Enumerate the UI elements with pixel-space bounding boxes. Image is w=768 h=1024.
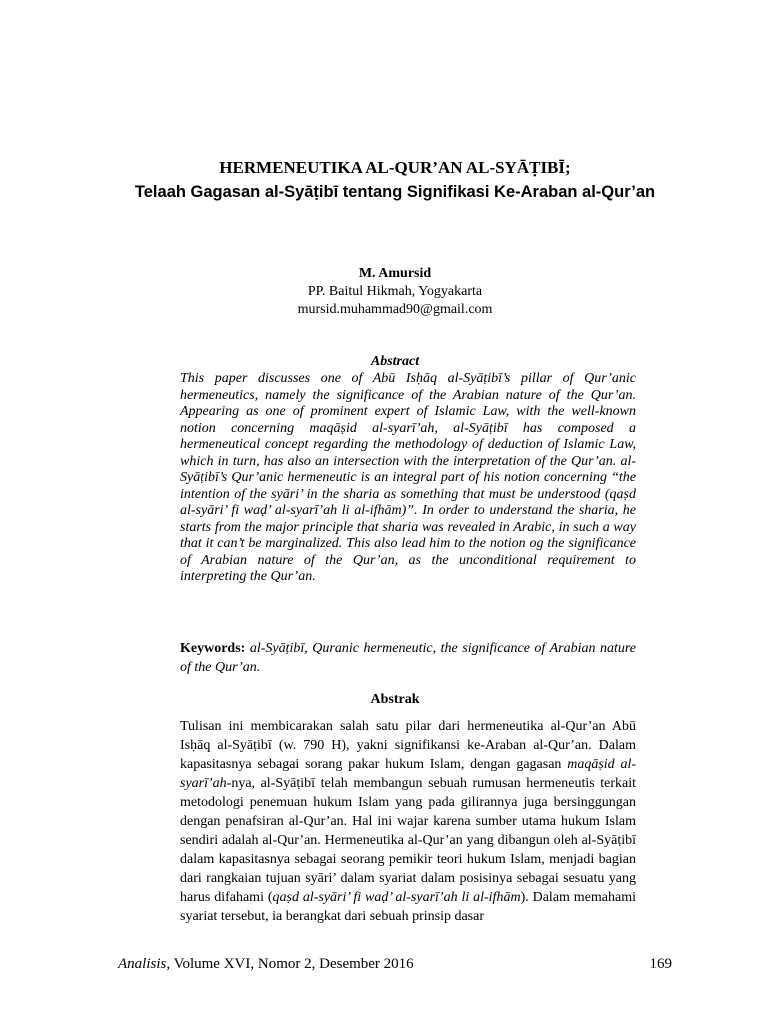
author-email: mursid.muhammad90@gmail.com bbox=[297, 302, 493, 317]
article-subtitle: Telaah Gagasan al-Syāṭibī tentang Signifikasi Ke-Araban al-Qur’an bbox=[134, 183, 656, 201]
article-title-block bbox=[110, 156, 680, 204]
abstract-text: This paper discusses one of Abū Isḥāq al-Syāṭibī’s pillar of Qur’anic hermeneutics, namely the significance of the Arabian nature of the Qur’an. Appearing as one of prominent expert of Islamic Law, with the well-known notion concerning maqāṣid al-syarī’ah, al-Syāṭibī has composed a hermeneutical concept regarding the methodology of deduction of Islamic Law, which in turn, has also an intersection with the interpretation of the Qur’an. al-Syāṭibī’s Qur’anic hermeneutic is an integral part of his notion concerning “the intention of the syāri’ in the sharia as something that must be understood (qaṣd al-syāri’ fi waḍ’ al-syarī’ah li al-ifhām)”. In order to understand the sharia, he starts from the major principle that sharia was revealed in Arabic, in such a way that it can’t be marginalized. This also lead him to the notion og the significance of Arabian nature of the Qur’an, as the unconditional requirement to interpreting the Qur’an. bbox=[180, 371, 636, 584]
abstrak-part-2: -nya, al-Syāṭibī telah membangun sebuah rumusan hermeneutis terkait metodologi penemuan hukum Islam yang pada gilirannya juga bersinggungan dengan penafsiran al-Qur’an. Hal ini wajar karena sumber utama hukum Islam sendiri adalah al-Qur’an. Hermeneutika al-Qur’an yang dibangun oleh al-Syāṭibī dalam kapasitasnya sebagai seorang pemikir teori hukum Islam, menjadi bagian dari rangkaian tujuan syāri’ dalam syariat dalam posisinya sebagai sesuatu yang harus difahami ( bbox=[180, 776, 636, 905]
abstract-heading: Abstract bbox=[370, 354, 420, 369]
abstrak-term-maqasid: maqāṣid al-syarī’ah bbox=[180, 757, 637, 791]
footer-journal-name: Analisis, bbox=[118, 956, 171, 972]
page-number: 169 bbox=[649, 956, 672, 972]
author-affiliation: PP. Baitul Hikmah, Yogyakarta bbox=[307, 284, 483, 299]
article-title: HERMENEUTIKA AL-QUR’AN AL-SYĀṬIBĪ; bbox=[219, 158, 571, 177]
abstrak-text bbox=[180, 717, 636, 926]
author-block bbox=[110, 265, 680, 319]
page-footer bbox=[118, 954, 672, 974]
author-name: M. Amursid bbox=[358, 266, 432, 281]
abstrak-part-1: Tulisan ini membicarakan salah satu pilar dari hermeneutika al-Qur’an Abū Isḥāq al-Syāṭibī (w. 790 H), yakni signifikansi ke-Araban al-Qur’an. Dalam kapasitasnya sebagai sorang pakar hukum Islam, dengan gagasan bbox=[180, 719, 636, 772]
abstract-english bbox=[180, 371, 636, 586]
footer-issue: Volume XVI, Nomor 2, Desember 2016 bbox=[170, 956, 414, 972]
keywords bbox=[180, 639, 636, 677]
abstrak-term-qasd: qaṣd al-syāri’ fi waḍ’ al-syarī’ah li al-ifhām bbox=[272, 890, 521, 905]
abstrak-heading: Abstrak bbox=[370, 692, 420, 707]
keywords-text: al-Syāṭibī, Quranic hermeneutic, the significance of Arabian nature of the Qur’an. bbox=[180, 641, 636, 675]
abstrak-part-3: ). Dalam memahami syariat tersebut, ia berangkat dari sebuah prinsip dasar bbox=[180, 890, 636, 924]
keywords-label: Keywords: bbox=[180, 641, 246, 656]
abstrak-indonesian bbox=[180, 717, 636, 926]
